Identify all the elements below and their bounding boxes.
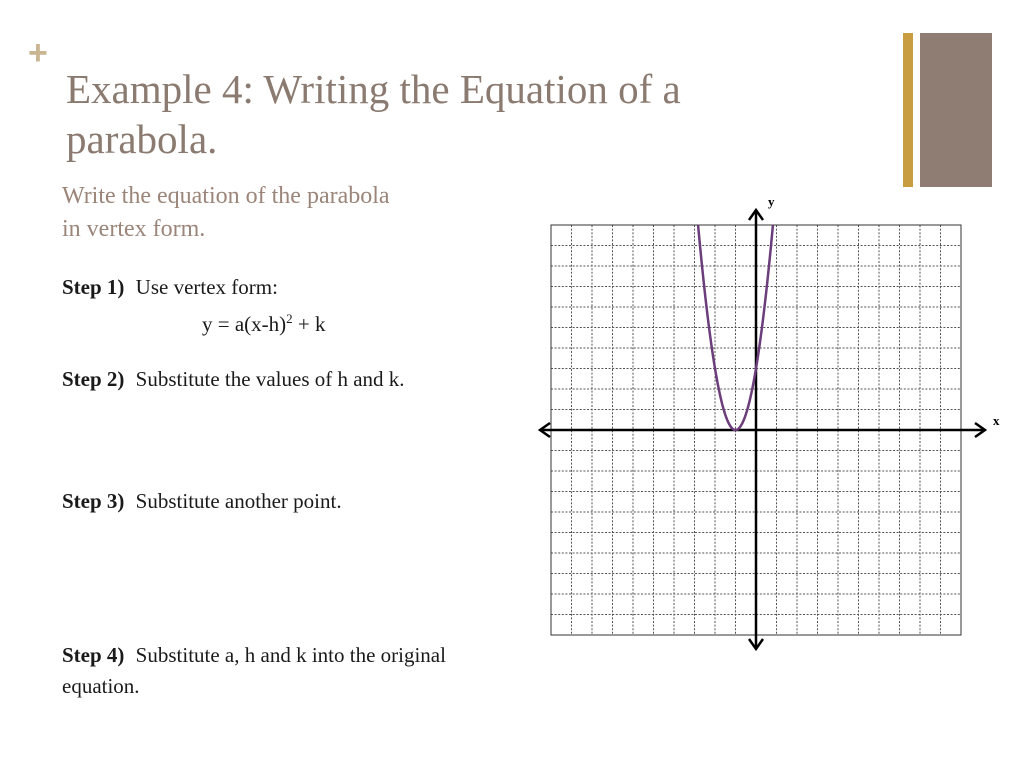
x-axis-label: x bbox=[993, 413, 1000, 428]
vertex-form-formula bbox=[62, 303, 522, 340]
coordinate-graph bbox=[536, 190, 1006, 665]
accent-bar-gold bbox=[903, 33, 913, 187]
step-1 bbox=[62, 272, 522, 340]
step-4 bbox=[62, 640, 497, 702]
formula-exponent: 2 bbox=[286, 311, 293, 326]
step-4-text: Substitute a, h and k into the original equation. bbox=[62, 643, 446, 698]
accent-bar-brown bbox=[920, 33, 992, 187]
y-axis-label: y bbox=[768, 194, 775, 209]
subtitle-line-2: in vertex form. bbox=[62, 216, 206, 242]
formula-tail: + k bbox=[292, 312, 326, 336]
formula-main: y = a(x-h) bbox=[202, 312, 287, 336]
step-2-text: Substitute the values of h and k. bbox=[135, 367, 405, 391]
plus-icon: + bbox=[28, 34, 48, 72]
step-2 bbox=[62, 364, 507, 395]
subtitle-line-1: Write the equation of the parabola bbox=[62, 183, 390, 209]
step-3-label: Step 3) bbox=[62, 489, 125, 513]
subtitle bbox=[62, 180, 532, 246]
step-1-label: Step 1) bbox=[62, 275, 125, 299]
step-3 bbox=[62, 486, 522, 517]
page-title bbox=[66, 64, 886, 164]
title-line-1: Example 4: Writing the Equation of a bbox=[66, 66, 681, 112]
step-2-label: Step 2) bbox=[62, 367, 125, 391]
step-4-label: Step 4) bbox=[62, 643, 125, 667]
title-line-2: parabola. bbox=[66, 116, 218, 162]
step-1-text: Use vertex form: bbox=[135, 275, 278, 299]
step-3-text: Substitute another point. bbox=[135, 489, 342, 513]
